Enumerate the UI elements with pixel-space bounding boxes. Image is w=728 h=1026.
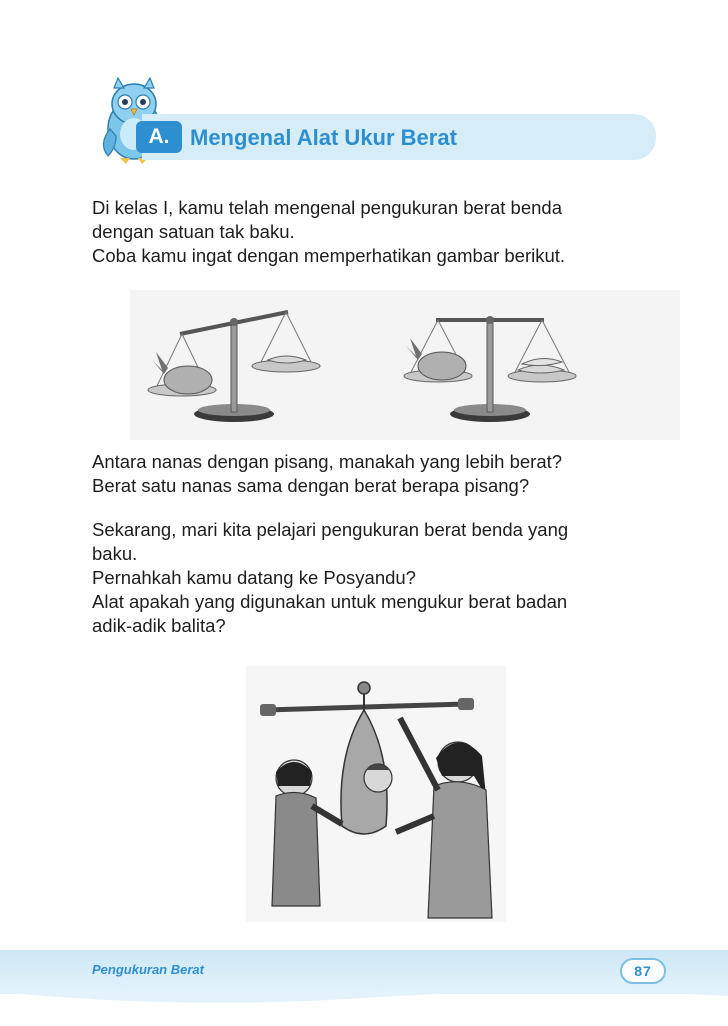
question-line: Antara nanas dengan pisang, manakah yang lebih berat? [92, 451, 563, 472]
posyandu-line: baku. [92, 543, 138, 564]
intro-line: Di kelas I, kamu telah mengenal pengukuran berat benda [92, 197, 562, 218]
posyandu-line: Pernahkah kamu datang ke Posyandu? [92, 567, 416, 588]
posyandu-line: adik-adik balita? [92, 615, 226, 636]
page-number: 87 [620, 958, 666, 984]
balance-scale-illustration [380, 290, 680, 440]
intro-line: Coba kamu ingat dengan memperhatikan gambar berikut. [92, 245, 566, 266]
hanging-scale-illustration [246, 666, 506, 922]
question-line: Berat satu nanas sama dengan berat berapa pisang? [92, 475, 530, 496]
section-title: Mengenal Alat Ukur Berat [190, 125, 457, 150]
footer-chapter-title: Pengukuran Berat [92, 962, 204, 977]
intro-line: dengan satuan tak baku. [92, 221, 295, 242]
question-paragraph [92, 450, 562, 498]
posyandu-line: Alat apakah yang digunakan untuk mengukur berat badan [92, 591, 568, 612]
section-letter: A. [136, 121, 182, 153]
posyandu-line: Sekarang, mari kita pelajari pengukuran berat benda yang [92, 519, 569, 540]
footer-wave [0, 992, 728, 1010]
posyandu-paragraph [92, 518, 568, 638]
intro-paragraph [92, 196, 565, 268]
